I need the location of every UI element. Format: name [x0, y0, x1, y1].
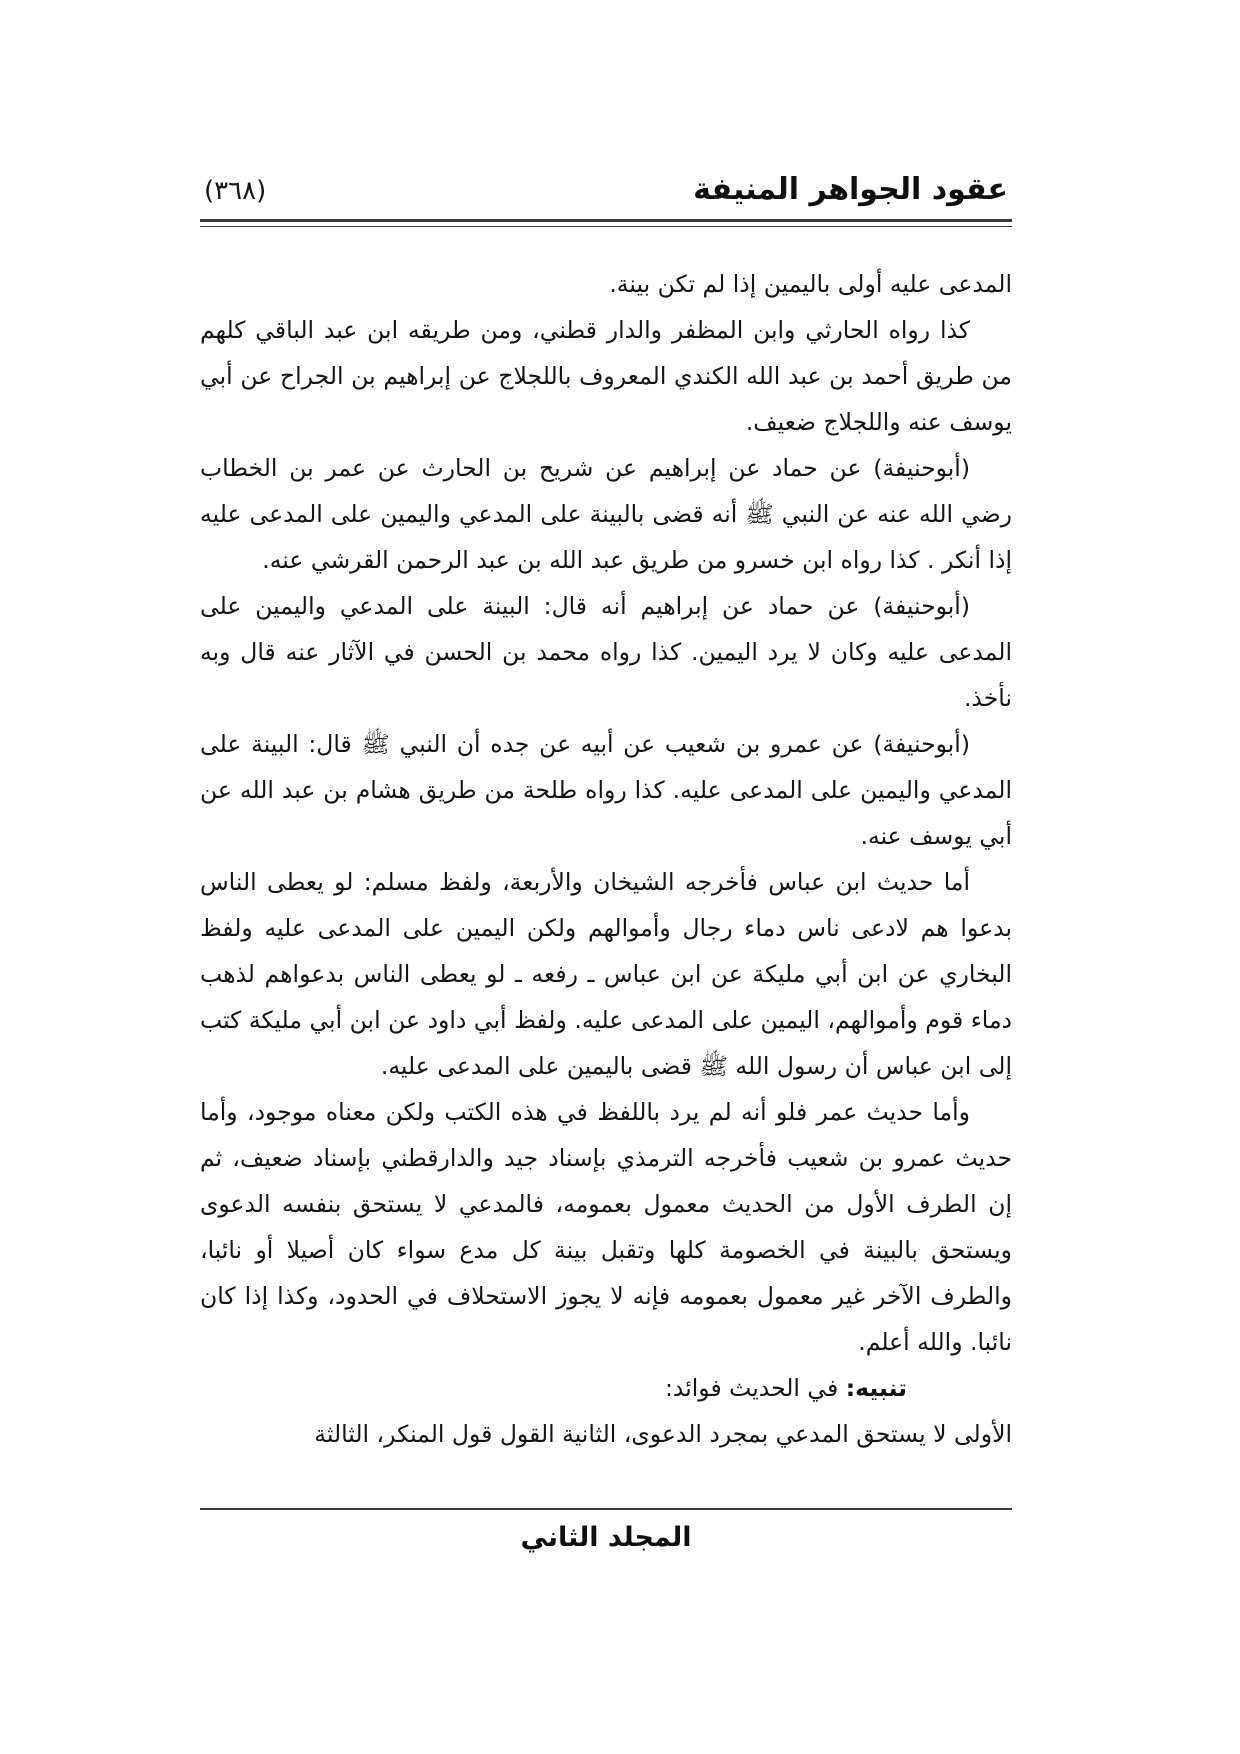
page-number: (٣٦٨): [204, 176, 267, 206]
body-paragraph: وأما حديث عمر فلو أنه لم يرد باللفظ في هذه الكتب ولكن معناه موجود، وأما حديث عمرو بن شعيب فأخرجه الترمذي بإسناد جيد والدارقطني بإسناد ضعيف، ثم إن الطرف الأول من الحديث معمول بعمومه، فالمدعي لا يستحق بنفسه الدعوى ويستحق بالبينة في الخصومة كلها وتقبل بينة كل مدع سواء كان أصيلا أو نائبا، والطرف الآخر غير معمول بعمومه فإنه لا يجوز الاستحلاف في الحدود، وكذا إذا كان نائبا. والله أعلم.: [200, 1098, 1012, 1356]
tanbih-paragraph: [200, 1365, 1012, 1411]
body-paragraph: الأولى لا يستحق المدعي بمجرد الدعوى، الثانية القول قول المنكر، الثالثة: [314, 1420, 1012, 1448]
tanbih-label: تنبيه:: [845, 1374, 907, 1402]
page-content: [200, 172, 1012, 1457]
body-paragraph: (أبوحنيفة) عن عمرو بن شعيب عن أبيه عن جده أن النبي ﷺ قال: البينة على المدعي واليمين على المدعى عليه. كذا رواه طلحة من طريق هشام بن عبد الله عن أبي يوسف عنه.: [200, 730, 1012, 850]
body-paragraph: المدعى عليه أولى باليمين إذا لم تكن بينة.: [609, 270, 1012, 298]
body-paragraph: (أبوحنيفة) عن حماد عن إبراهيم عن شريح بن الحارث عن عمر بن الخطاب رضي الله عنه عن النبي ﷺ أنه قضى بالبينة على المدعي واليمين على المدعى عليه إذا أنكر . كذا رواه ابن خسرو من طريق عبد الله بن عبد الرحمن القرشي عنه.: [200, 454, 1012, 574]
body-paragraph: كذا رواه الحارثي وابن المظفر والدار قطني، ومن طريقه ابن عبد الباقي كلهم من طريق أحمد بن عبد الله الكندي المعروف باللجلاج عن إبراهيم بن الجراح عن أبي يوسف عنه واللجلاج ضعيف.: [200, 316, 1012, 436]
book-title: عقود الجواهر المنيفة: [693, 172, 1008, 207]
footer-divider: [200, 1508, 1012, 1510]
body-paragraph: (أبوحنيفة) عن حماد عن إبراهيم أنه قال: البينة على المدعي واليمين على المدعى عليه وكان لا يرد اليمين. كذا رواه محمد بن الحسن في الآثار عنه قال وبه نأخذ.: [200, 592, 1012, 712]
page-header: [200, 172, 1012, 207]
volume-title: المجلد الثاني: [520, 1522, 692, 1553]
page-footer: [200, 1508, 1012, 1553]
tanbih-text: في الحديث فوائد:: [664, 1374, 846, 1402]
header-divider: [200, 219, 1012, 227]
body-text: [200, 261, 1012, 1457]
body-paragraph: أما حديث ابن عباس فأخرجه الشيخان والأربعة، ولفظ مسلم: لو يعطى الناس بدعوا هم لادعى ناس دماء رجال وأموالهم ولكن اليمين على المدعى عليه ولفظ البخاري عن ابن أبي مليكة عن ابن عباس ـ رفعه ـ لو يعطى الناس بدعواهم لذهب دماء قوم وأموالهم، اليمين على المدعى عليه. ولفظ أبي داود عن ابن أبي مليكة كتب إلى ابن عباس أن رسول الله ﷺ قضى باليمين على المدعى عليه.: [200, 868, 1012, 1080]
